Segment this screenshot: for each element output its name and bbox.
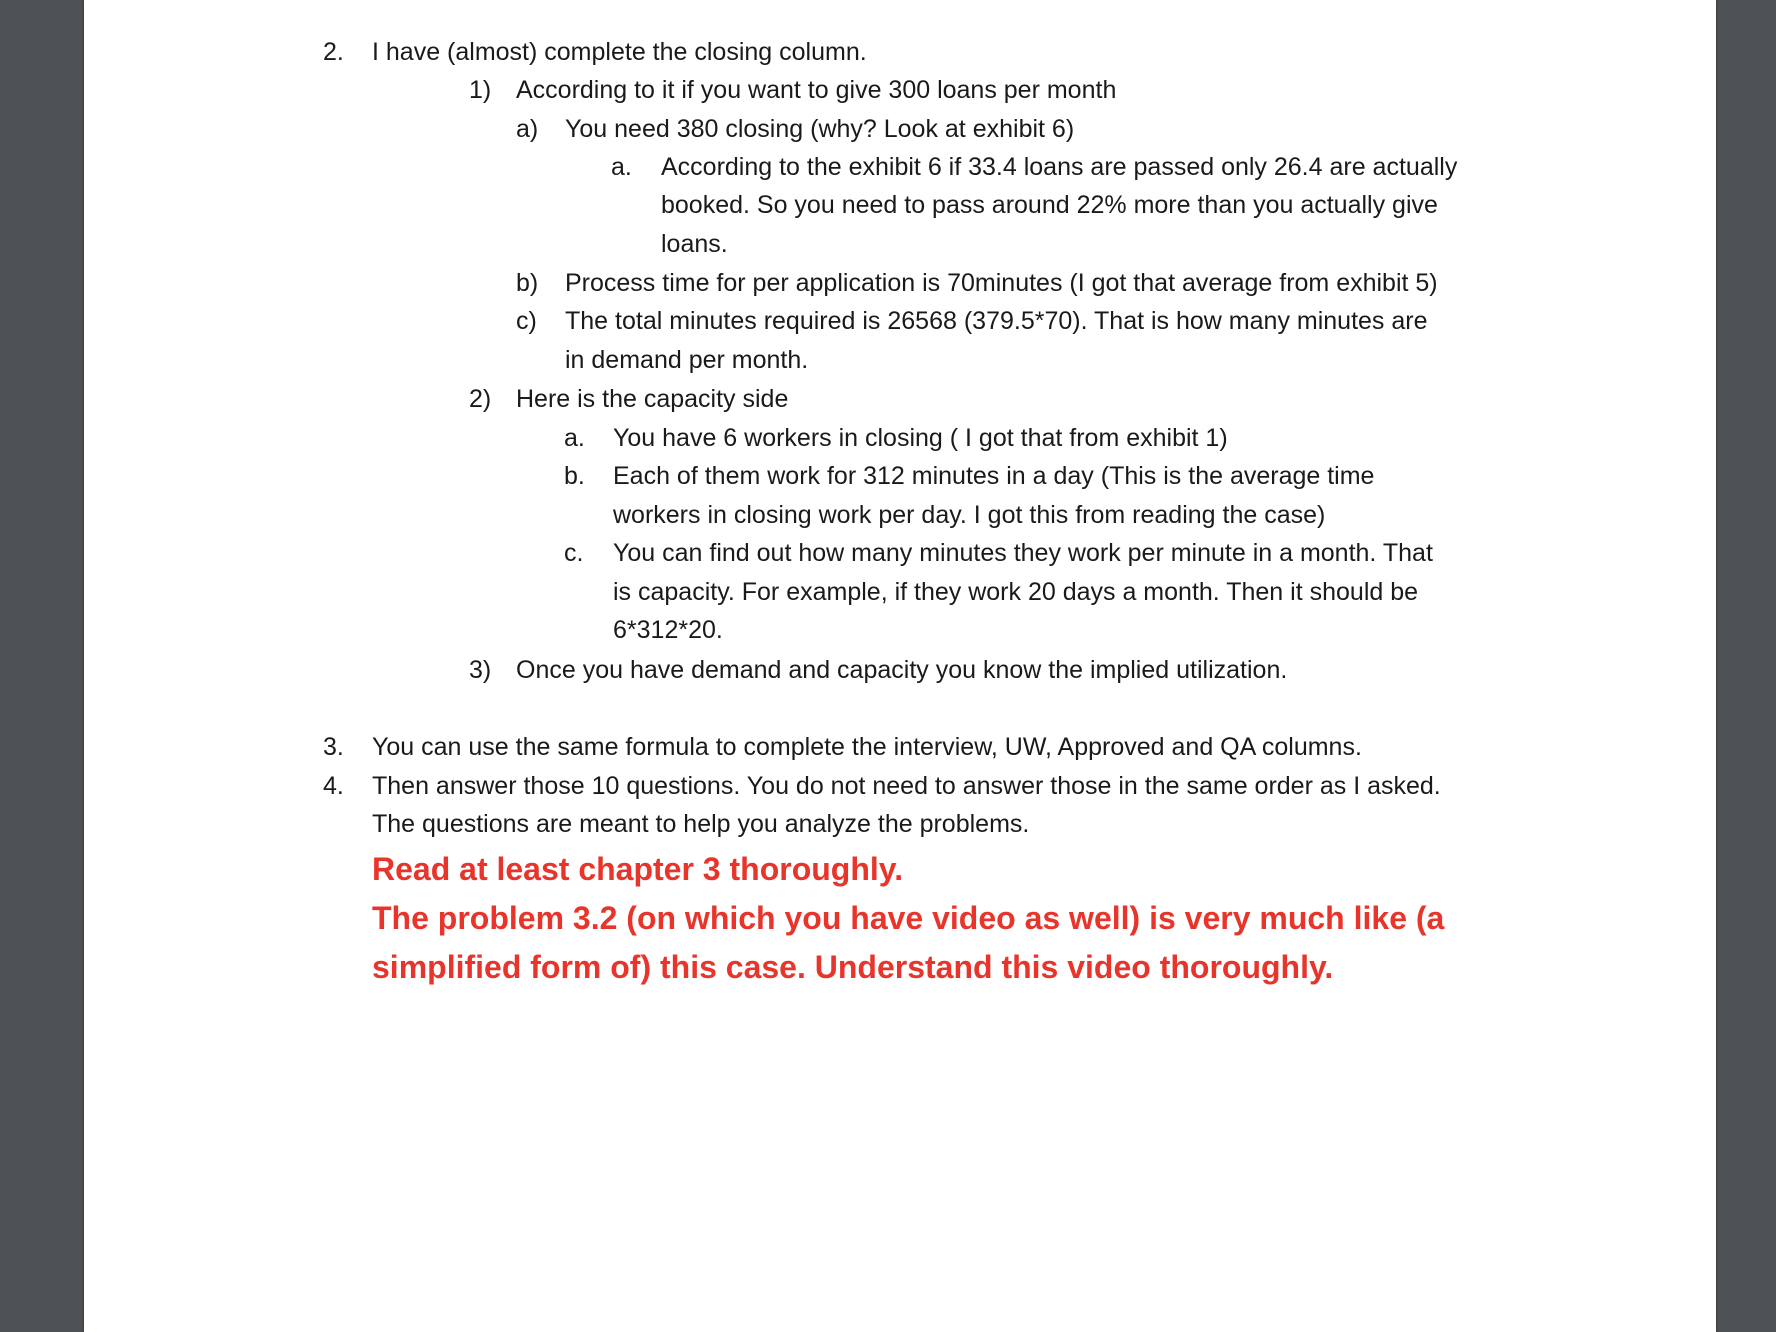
list-marker-4: 4. <box>323 772 344 800</box>
list-marker-2-3: 3) <box>469 656 492 684</box>
list-marker-2-1-a: a) <box>516 115 539 143</box>
item-2-1-b-text: Process time for per application is 70minutes (I got that average from exhibit 5) <box>565 269 1438 297</box>
list-marker-2-2: 2) <box>469 385 492 413</box>
document-page <box>84 0 1716 1332</box>
highlight-line-2: The problem 3.2 (on which you have video as well) is very much like (a <box>372 900 1445 936</box>
list-marker-2-2-c: c. <box>564 539 584 567</box>
item-2-1-c-line-2: in demand per month. <box>565 346 809 374</box>
item-2-1-a-a-line-1: According to the exhibit 6 if 33.4 loans are passed only 26.4 are actually <box>661 153 1458 181</box>
highlight-line-3: simplified form of) this case. Understand this video thoroughly. <box>372 949 1334 985</box>
item-2-2-c-line-1: You can find out how many minutes they work per minute in a month. That <box>613 539 1433 567</box>
list-marker-2-2-b: b. <box>564 462 585 490</box>
item-2-1-a-a-line-3: loans. <box>661 230 728 258</box>
list-marker-2-2-a: a. <box>564 424 585 452</box>
list-marker-2-1-c: c) <box>516 307 537 335</box>
item-2-text: I have (almost) complete the closing column. <box>372 38 867 66</box>
item-2-2-c-line-2: is capacity. For example, if they work 20 days a month. Then it should be <box>613 578 1419 606</box>
list-marker-2-1-a-a: a. <box>611 153 632 181</box>
list-marker-2-1: 1) <box>469 76 492 104</box>
item-2-2-c-line-3: 6*312*20. <box>613 616 723 644</box>
item-2-1-a-text: You need 380 closing (why? Look at exhibit 6) <box>565 115 1075 143</box>
item-2-2-a-text: You have 6 workers in closing ( I got that from exhibit 1) <box>613 424 1228 452</box>
highlight-line-1: Read at least chapter 3 thoroughly. <box>372 851 904 887</box>
item-2-1-text: According to it if you want to give 300 loans per month <box>516 76 1117 104</box>
list-marker-2-1-b: b) <box>516 269 539 297</box>
list-marker-2: 2. <box>323 38 344 66</box>
item-4-line-1: Then answer those 10 questions. You do not need to answer those in the same order as I asked. <box>372 772 1441 800</box>
item-2-1-a-a-line-2: booked. So you need to pass around 22% more than you actually give <box>661 191 1438 219</box>
item-2-2-b-line-2: workers in closing work per day. I got this from reading the case) <box>613 501 1326 529</box>
item-4-line-2: The questions are meant to help you analyze the problems. <box>372 810 1030 838</box>
item-2-2-text: Here is the capacity side <box>516 385 789 413</box>
item-2-2-b-line-1: Each of them work for 312 minutes in a day (This is the average time <box>613 462 1375 490</box>
item-2-1-c-line-1: The total minutes required is 26568 (379.5*70). That is how many minutes are <box>565 307 1428 335</box>
list-marker-3: 3. <box>323 733 344 761</box>
item-3-text: You can use the same formula to complete the interview, UW, Approved and QA columns. <box>372 733 1362 761</box>
item-2-3-text: Once you have demand and capacity you know the implied utilization. <box>516 656 1288 684</box>
